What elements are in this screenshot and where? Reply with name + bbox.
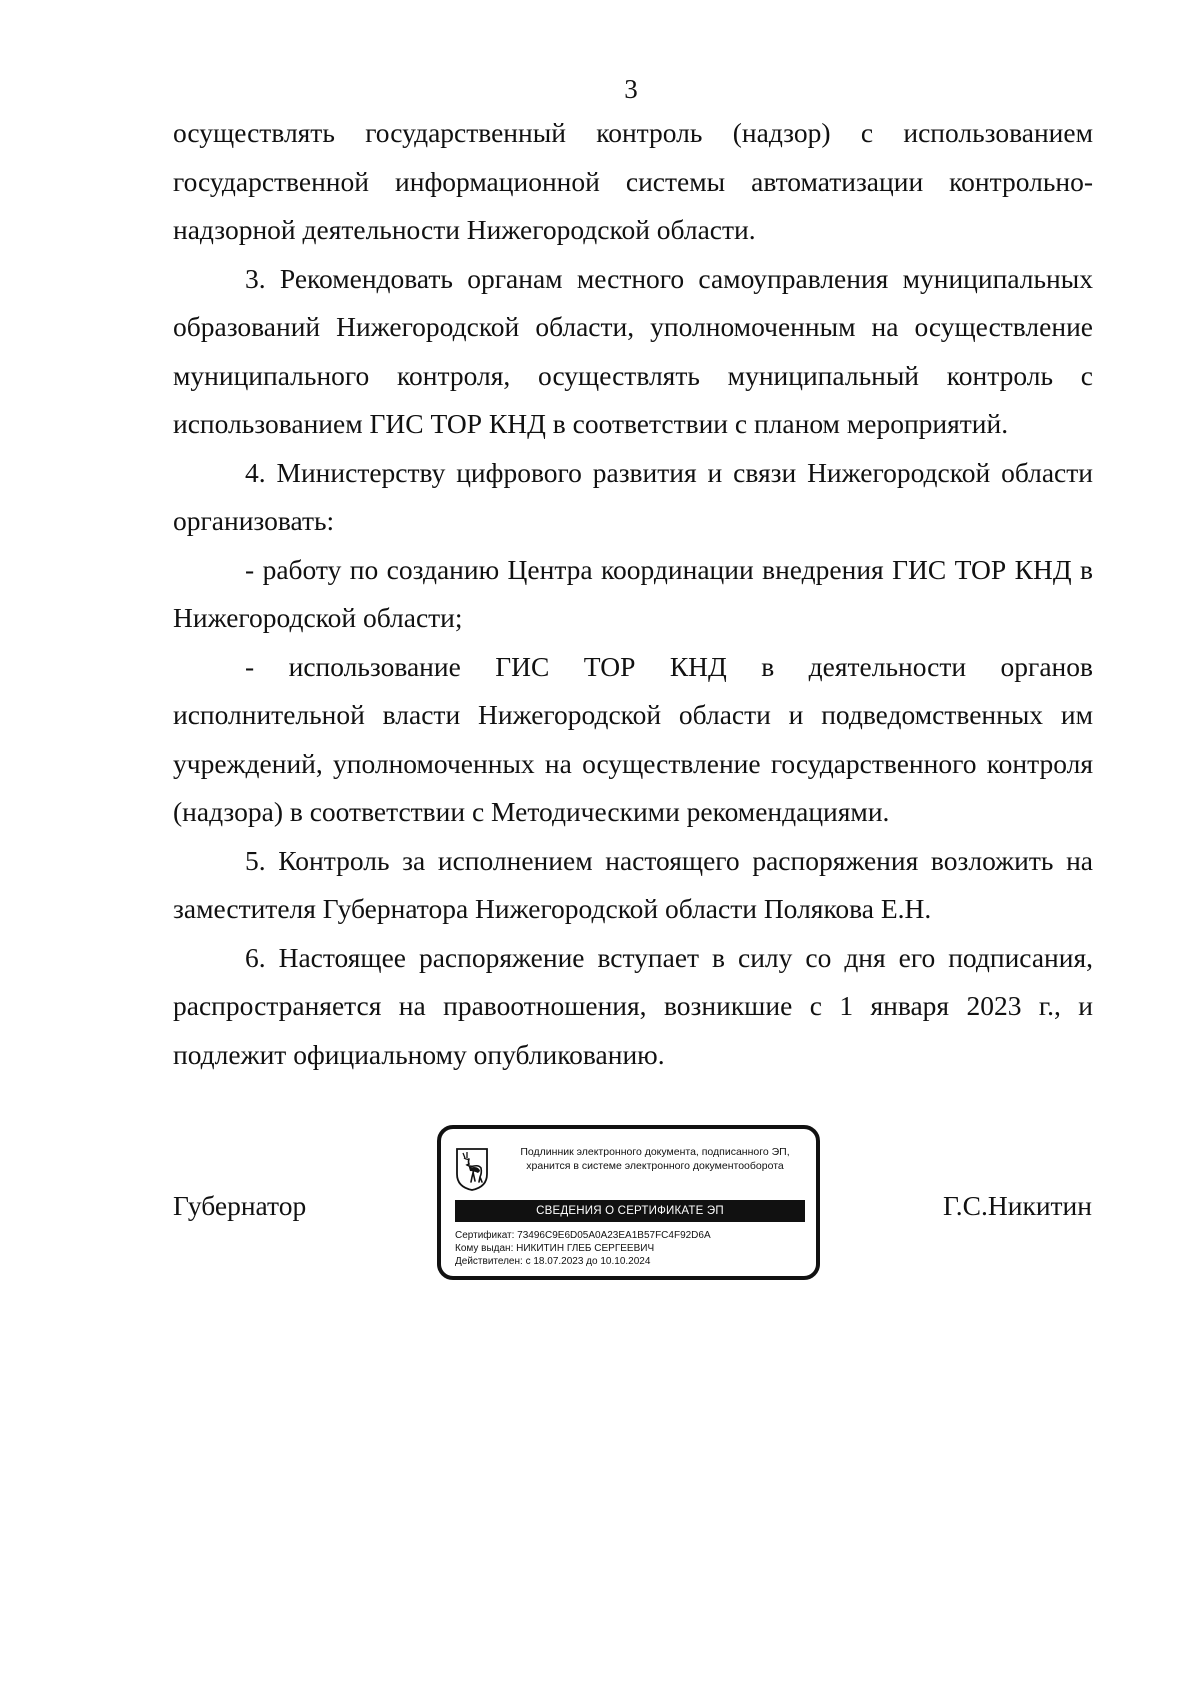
page-number: 3 <box>624 74 638 104</box>
certificate-owner: Кому выдан: НИКИТИН ГЛЕБ СЕРГЕЕВИЧ <box>455 1243 655 1254</box>
document-body <box>173 109 1093 1079</box>
deer-emblem-icon <box>455 1147 489 1191</box>
paragraph-continuation: осуществлять государственный контроль (надзор) с использованием государственной информационной системы автоматизации контрольно-надзорной деятельности Нижегородской области. <box>173 117 1093 245</box>
signer-position: Губернатор <box>173 1190 307 1221</box>
paragraph-item-5: 5. Контроль за исполнением настоящего распоряжения возложить на заместителя Губернатора Нижегородской области Полякова Е.Н. <box>173 844 1093 924</box>
stamp-header-line: Подлинник электронного документа, подписанного ЭП, <box>520 1146 790 1158</box>
paragraph-item-4: 4. Министерству цифрового развития и связи Нижегородской области организовать: <box>173 456 1093 536</box>
stamp-header-line: хранится в системе электронного документооборота <box>526 1160 784 1172</box>
certificate-info-bar: СВЕДЕНИЯ О СЕРТИФИКАТЕ ЭП <box>455 1200 805 1222</box>
paragraph-item-4-sub-1: - работу по созданию Центра координации внедрения ГИС ТОР КНД в Нижегородской области; <box>173 553 1093 633</box>
certificate-details <box>455 1229 805 1268</box>
paragraph-item-4-sub-2: - использование ГИС ТОР КНД в деятельности органов исполнительной власти Нижегородской области и подведомственных им учреждений, уполномоченных на осуществление государственного контроля (надзора) в соответствии с Методическими рекомендациями. <box>173 650 1093 827</box>
certificate-number: Сертификат: 73496C9E6D05A0A23EA1B57FC4F92D6A <box>455 1230 711 1241</box>
paragraph-item-6: 6. Настоящее распоряжение вступает в силу со дня его подписания, распространяется на правоотношения, возникшие с 1 января 2023 г., и подлежит официальному опубликованию. <box>173 941 1093 1070</box>
certificate-validity: Действителен: с 18.07.2023 до 10.10.2024 <box>455 1256 651 1267</box>
stamp-header <box>495 1145 815 1173</box>
electronic-signature-stamp <box>437 1125 820 1280</box>
signature-block <box>0 1125 1200 1300</box>
signer-name: Г.С.Никитин <box>943 1190 1092 1221</box>
paragraph-item-3: 3. Рекомендовать органам местного самоуправления муниципальных образований Нижегородской области, уполномоченным на осуществление муниципального контроля, осуществлять муниципальный контроль с использованием ГИС ТОР КНД в соответствии с планом мероприятий. <box>173 262 1093 439</box>
